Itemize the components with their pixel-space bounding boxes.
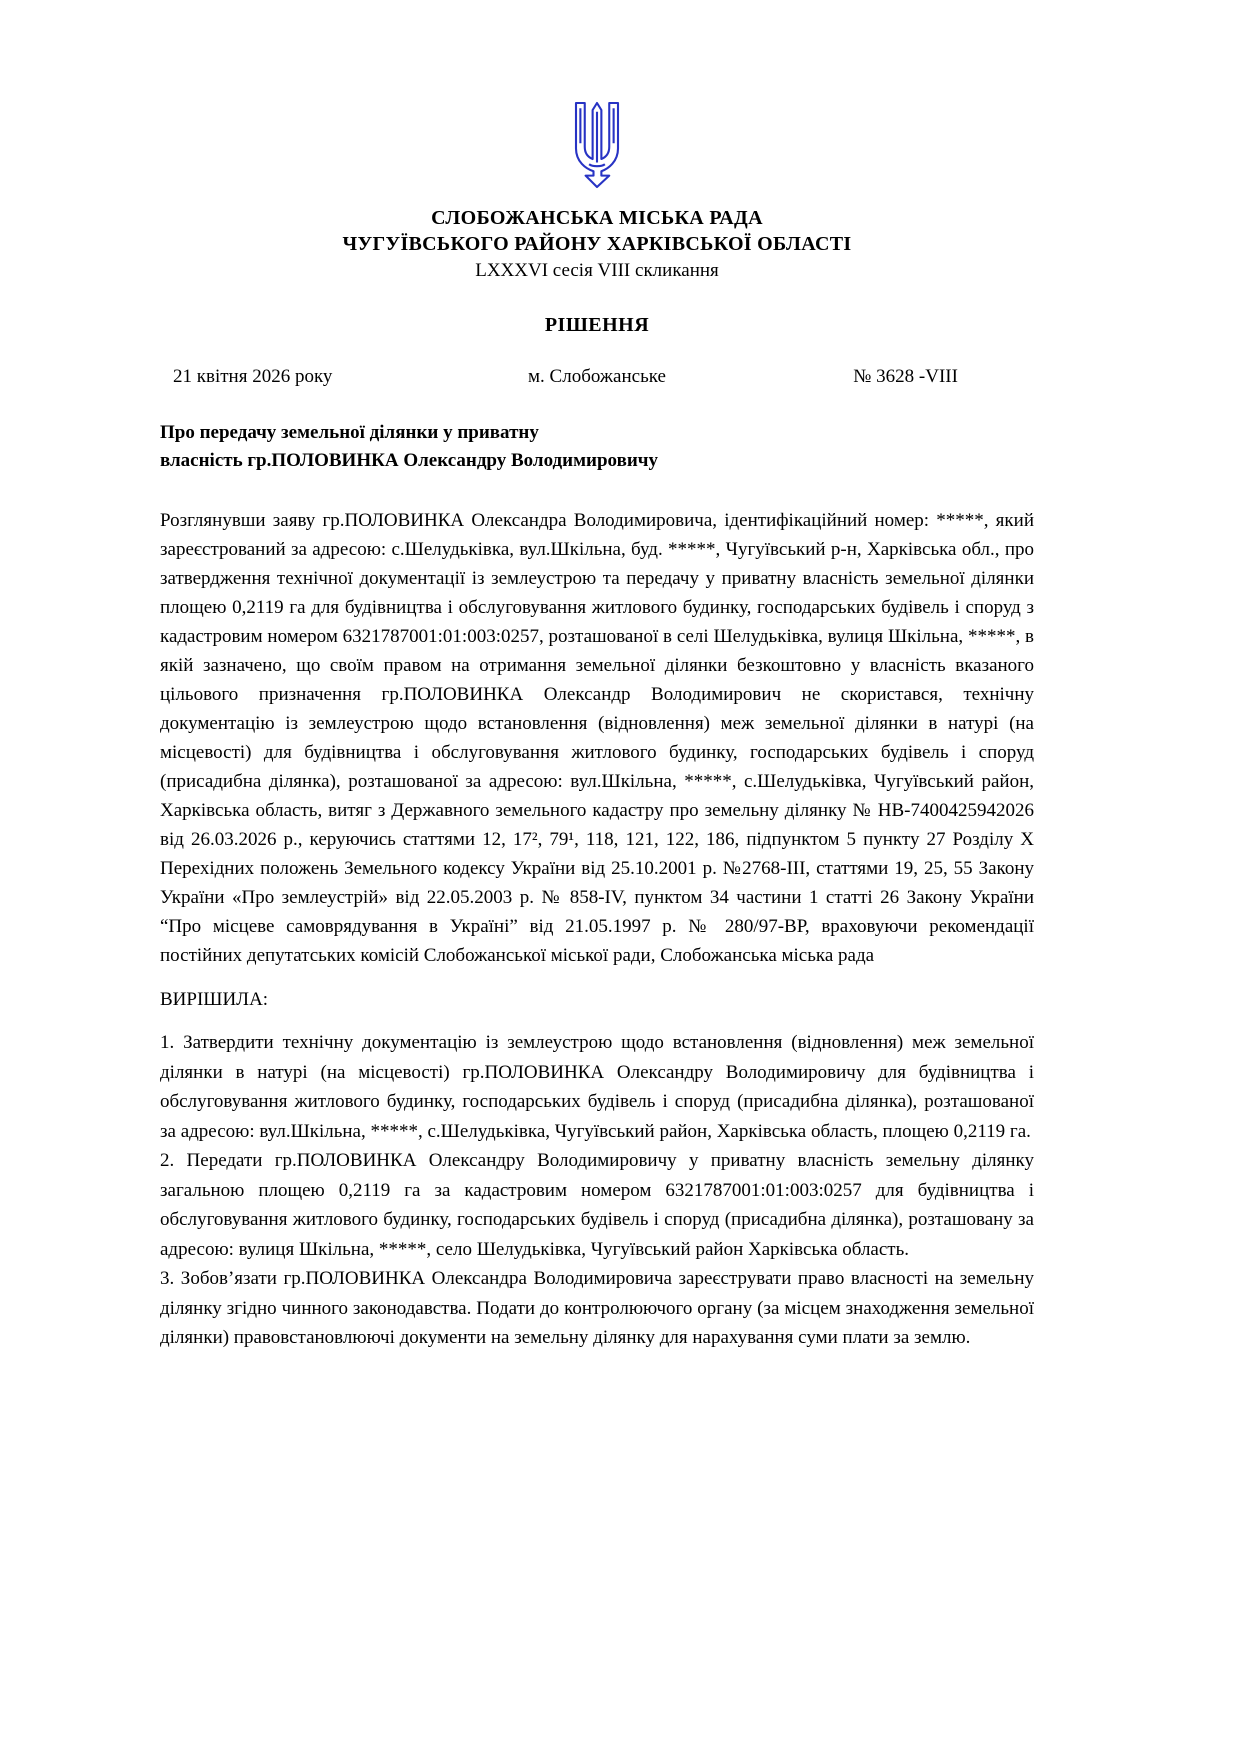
district-name: ЧУГУЇВСЬКОГО РАЙОНУ ХАРКІВСЬКОЇ ОБЛАСТІ — [342, 233, 852, 255]
item-number: 3. — [160, 1268, 175, 1289]
item-text: Зобов’язати гр.ПОЛОВИНКА Олександра Володимировича зареєструвати право власності на земельну ділянку згідно чинного законодавства. Подати до контролюючого органу (за місцем знаходження земельної ділянки) правовстановлюючі документи на земельну ділянку для нарахування суми плати за землю. — [160, 1268, 1034, 1348]
meta-document-number: № 3628 -VIII — [853, 366, 958, 387]
document-type-title: РІШЕННЯ — [544, 314, 650, 336]
resolution-item-1 — [160, 1028, 1034, 1146]
preamble-paragraph: Розглянувши заяву гр.ПОЛОВИНКА Олександра Володимировича, ідентифікаційний номер: *****, який зареєстрований за адресою: с.Шелудьківка, вул.Шкільна, буд. *****, Чугуївський р-н, Харківська обл., про затвердження технічної документації із землеустрою та передачу у приватну власність земельної ділянки площею 0,2119 га для будівництва і обслуговування житлового будинку, господарських будівель і споруд з кадастровим номером 6321787001:01:003:0257, розташованої в селі Шелудьківка, вулиця Шкільна, *****, в якій зазначено, що своїм правом на отримання земельної ділянки безкоштовно у власність вказаного цільового призначення гр.ПОЛОВИНКА Олександр Володимирович не скористався, технічну документацію із землеустрою щодо встановлення (відновлення) меж земельної ділянки в натурі (на місцевості) для будівництва і обслуговування житлового будинку, господарських будівель і споруд (присадибна ділянка), розташованої за адресою: вул.Шкільна, *****, с.Шелудьківка, Чугуївський район, Харківська область, витяг з Державного земельного кадастру про земельну ділянку № НВ-7400425942026 від 26.03.2026 р., керуючись статтями 12, 17², 79¹, 118, 121, 122, 186, підпунктом 5 пункту 27 Розділу X Перехідних положень Земельного кодексу України від 25.10.2001 р. №2768-III, статтями 19, 25, 55 Закону України «Про землеустрій» від 22.05.2003 р. № 858-IV, пунктом 34 частини 1 статті 26 Закону України “Про місцеве самоврядування в Україні” від 21.05.1997 р. № 280/97-ВР, враховуючи рекомендації постійних депутатських комісій Слобожанської міської ради, Слобожанська міська рада — [160, 510, 1034, 966]
meta-row — [160, 366, 1034, 388]
subject-line-1: Про передачу земельної ділянки у приватну — [160, 422, 539, 443]
item-number: 1. — [160, 1032, 175, 1053]
document-header — [160, 100, 1034, 337]
item-number: 2. — [160, 1150, 175, 1171]
resolution-item-3 — [160, 1264, 1034, 1353]
council-name: СЛОБОЖАНСЬКА МІСЬКА РАДА — [431, 207, 763, 229]
resolution-heading: ВИРІШИЛА: — [160, 989, 269, 1010]
resolution-item-2 — [160, 1146, 1034, 1264]
meta-date: 21 квітня 2026 року — [173, 366, 333, 387]
item-text: Затвердити технічну документацію із землеустрою щодо встановлення (відновлення) меж земельної ділянки в натурі (на місцевості) гр.ПОЛОВИНКА Олександру Володимировичу для будівництва і обслуговування житлового будинку, господарських будівель і споруд (присадибна ділянка), розташованої за адресою: вул.Шкільна, *****, с.Шелудьківка, Чугуївський район, Харківська область, площею 0,2119 га. — [160, 1032, 1034, 1142]
meta-place: м. Слобожанське — [528, 366, 666, 387]
subject-line-2: власність гр.ПОЛОВИНКА Олександру Володимировичу — [160, 450, 658, 471]
subject-title — [160, 419, 1034, 475]
session-line: LXXXVI сесія VIII скликання — [475, 260, 719, 281]
resolution-items — [160, 1028, 1034, 1353]
ukraine-trident-emblem-icon — [569, 100, 625, 190]
item-text: Передати гр.ПОЛОВИНКА Олександру Володимировичу у приватну власність земельну ділянку загальною площею 0,2119 га за кадастровим номером 6321787001:01:003:0257 для будівництва і обслуговування житлового будинку, господарських будівель і споруд (присадибна ділянка), розташовану за адресою: вулиця Шкільна, *****, село Шелудьківка, Чугуївський район Харківська область. — [160, 1150, 1034, 1260]
